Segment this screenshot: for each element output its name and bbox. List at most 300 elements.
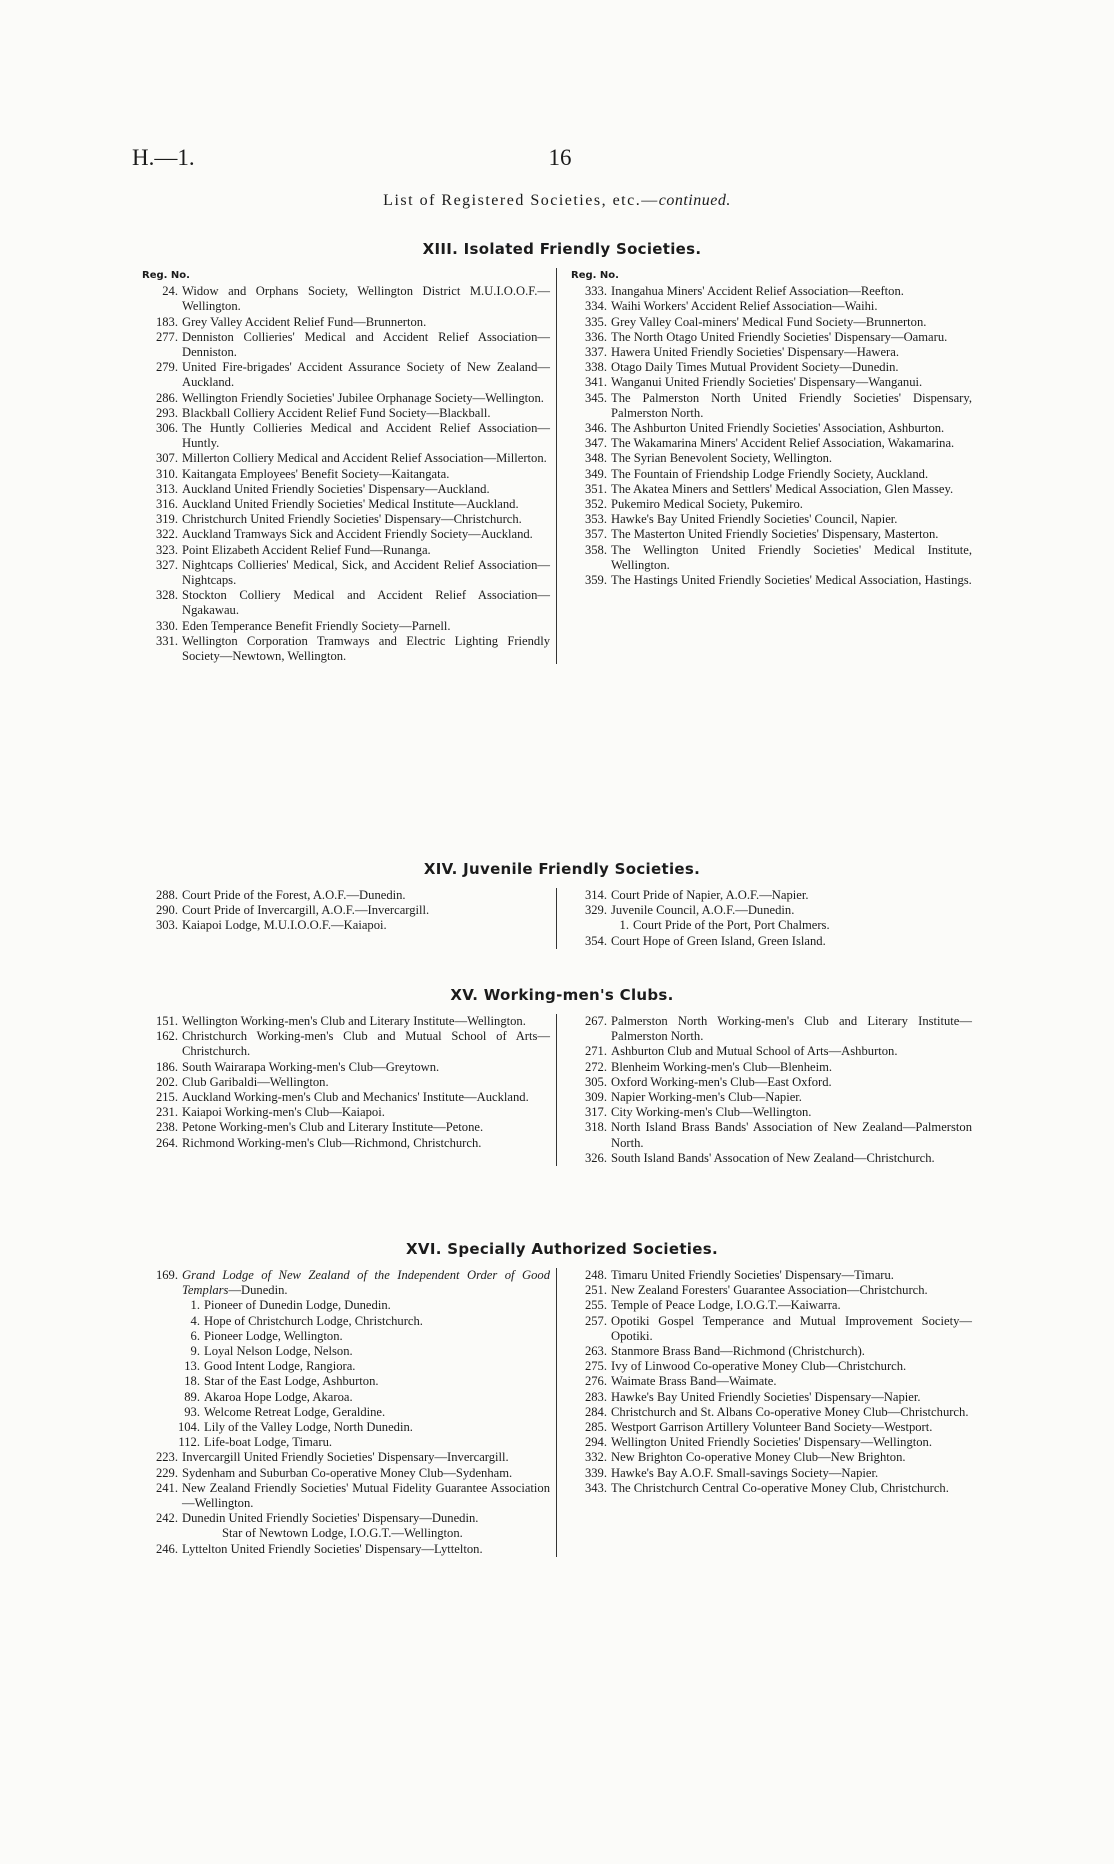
reg-number: 231.	[155, 1105, 178, 1120]
society-name: Hawera United Friendly Societies' Dispensary—Hawera.	[611, 345, 899, 360]
section-title: XIV. Juvenile Friendly Societies.	[423, 860, 701, 878]
entry-list	[571, 888, 972, 949]
society-name: Widow and Orphans Society, Wellington District M.U.I.O.O.F.—Wellington.	[182, 284, 550, 314]
society-entry	[142, 315, 550, 330]
society-name: Dunedin United Friendly Societies' Dispensary—Dunedin.	[182, 1511, 479, 1526]
title-continued: continued.	[658, 192, 731, 209]
society-name: City Working-men's Club—Wellington.	[611, 1105, 812, 1120]
reg-number: 290.	[155, 903, 178, 918]
reg-number: 331.	[155, 633, 178, 648]
reg-number: 215.	[155, 1090, 178, 1105]
reg-number: 330.	[155, 618, 178, 633]
reg-number: 251.	[584, 1283, 607, 1298]
reg-number: 351.	[584, 481, 607, 496]
sub-entry	[142, 1298, 550, 1313]
society-name: Court Pride of Invercargill, A.O.F.—Invercargill.	[182, 903, 430, 918]
reg-number: 6.	[190, 1328, 200, 1343]
society-name: Invercargill United Friendly Societies' Dispensary—Invercargill.	[182, 1450, 509, 1465]
reg-number: 343.	[584, 1480, 607, 1495]
entry-list	[571, 1268, 972, 1496]
reg-number: 112.	[178, 1435, 200, 1450]
society-name: Sydenham and Suburban Co-operative Money Club—Sydenham.	[182, 1465, 513, 1480]
sub-entry	[142, 1344, 550, 1359]
reg-number: 348.	[584, 451, 607, 466]
reg-number: 334.	[584, 299, 607, 314]
society-entry	[571, 284, 972, 299]
society-entry	[571, 888, 972, 903]
society-name: Hope of Christchurch Lodge, Christchurch.	[204, 1313, 423, 1328]
society-entry	[571, 1090, 972, 1105]
reg-number: 357.	[584, 527, 607, 542]
society-name: Court Hope of Green Island, Green Island.	[611, 933, 826, 948]
reg-number: 336.	[584, 329, 607, 344]
left-column	[142, 268, 557, 664]
society-name: Ivy of Linwood Co-operative Money Club—Christchurch.	[611, 1359, 907, 1374]
society-entry	[571, 421, 972, 436]
society-entry	[571, 497, 972, 512]
society-entry	[142, 619, 550, 634]
reg-number: 285.	[584, 1420, 607, 1435]
society-name: North Island Brass Bands' Association of New Zealand—Palmerston North.	[611, 1120, 972, 1150]
society-entry	[142, 1136, 550, 1151]
society-name: Otago Daily Times Mutual Provident Society—Dunedin.	[611, 360, 899, 375]
reg-number: 248.	[584, 1268, 607, 1282]
society-entry	[571, 1481, 972, 1496]
reg-number: 1.	[190, 1298, 200, 1313]
society-location: —Dunedin.	[228, 1283, 288, 1298]
reg-number: 277.	[155, 329, 178, 344]
reg-number: 333.	[584, 284, 607, 299]
page-title	[0, 192, 1114, 210]
society-entry	[571, 1420, 972, 1435]
reg-number: 326.	[584, 1150, 607, 1165]
society-entry	[571, 1060, 972, 1075]
society-name: Kaiapoi Lodge, M.U.I.O.O.F.—Kaiapoi.	[182, 918, 387, 933]
society-entry	[571, 436, 972, 451]
right-column	[557, 888, 972, 949]
reg-number: 316.	[155, 497, 178, 512]
society-entry	[571, 345, 972, 360]
society-name: Stockton Colliery Medical and Accident Relief Association—Ngakawau.	[182, 588, 550, 618]
society-entry	[142, 888, 550, 903]
society-entry	[571, 1268, 972, 1283]
society-name: The Ashburton United Friendly Societies' Association, Ashburton.	[611, 421, 945, 436]
society-entry	[142, 330, 550, 360]
society-name: Hawke's Bay United Friendly Societies' Dispensary—Napier.	[611, 1389, 921, 1404]
society-name: Auckland Tramways Sick and Accident Friendly Society—Auckland.	[182, 527, 533, 542]
society-name: The Syrian Benevolent Society, Wellington.	[611, 451, 833, 466]
society-name: New Zealand Friendly Societies' Mutual Fidelity Guarantee Association—Wellington.	[182, 1480, 550, 1511]
society-entry	[142, 588, 550, 618]
society-entry	[142, 543, 550, 558]
society-name: Temple of Peace Lodge, I.O.G.T.—Kaiwarra.	[611, 1298, 841, 1313]
sub-entry	[142, 1390, 550, 1405]
society-entry	[571, 1151, 972, 1166]
society-entry	[571, 1120, 972, 1150]
reg-number: 93.	[184, 1404, 200, 1419]
society-entry	[142, 284, 550, 314]
section-juvenile-friendly-societies	[142, 860, 982, 949]
society-entry	[571, 1466, 972, 1481]
reg-number: 255.	[584, 1298, 607, 1313]
society-name: Auckland United Friendly Societies' Dispensary—Auckland.	[182, 481, 490, 496]
reg-number: 345.	[584, 390, 607, 405]
left-column	[142, 1014, 557, 1166]
society-name: New Zealand Foresters' Guarantee Association—Christchurch.	[611, 1283, 928, 1298]
society-entry	[142, 634, 550, 664]
society-entry	[571, 391, 972, 421]
reg-number: 275.	[584, 1359, 607, 1374]
society-name: Christchurch and St. Albans Co-operative Money Club—Christchurch.	[611, 1404, 969, 1419]
society-entry	[571, 1435, 972, 1450]
society-name: United Fire-brigades' Accident Assurance Society of New Zealand—Auckland.	[182, 360, 550, 390]
society-name: Lyttelton United Friendly Societies' Dispensary—Lyttelton.	[182, 1541, 483, 1556]
left-column	[142, 888, 557, 949]
society-name: Grey Valley Coal-miners' Medical Fund Society—Brunnerton.	[611, 314, 927, 329]
society-name: Petone Working-men's Club and Literary Institute—Petone.	[182, 1120, 484, 1135]
entry-list	[142, 888, 550, 934]
reg-number: 314.	[584, 888, 607, 902]
reg-number: 346.	[584, 421, 607, 436]
society-name: Christchurch United Friendly Societies' Dispensary—Christchurch.	[182, 512, 522, 527]
section-working-mens-clubs	[142, 986, 982, 1166]
sub-entry	[142, 1374, 550, 1389]
society-name: Kaiapoi Working-men's Club—Kaiapoi.	[182, 1105, 385, 1120]
reg-number: 303.	[155, 918, 178, 933]
society-name: Palmerston North Working-men's Club and Literary Institute—Palmerston North.	[611, 1014, 972, 1044]
reg-number: 162.	[155, 1029, 178, 1044]
society-name: Nightcaps Collieries' Medical, Sick, and Accident Relief Association—Nightcaps.	[182, 557, 550, 588]
society-entry	[571, 527, 972, 542]
society-name: Lily of the Valley Lodge, North Dunedin.	[204, 1420, 413, 1435]
society-name: Oxford Working-men's Club—East Oxford.	[611, 1074, 832, 1089]
society-entry	[142, 451, 550, 466]
society-name: The Wellington United Friendly Societies' Medical Institute, Wellington.	[611, 542, 972, 572]
reg-number: 313.	[155, 481, 178, 496]
title-main: List of Registered Societies, etc.—	[383, 192, 659, 209]
reg-no-heading: Reg. No.	[142, 270, 190, 281]
society-entry	[571, 360, 972, 375]
society-entry	[571, 1075, 972, 1090]
society-name: Stanmore Brass Band—Richmond (Christchurch).	[611, 1344, 865, 1359]
sub-entry	[142, 1420, 550, 1435]
entry-list	[142, 284, 550, 664]
society-entry	[142, 512, 550, 527]
society-name: Life-boat Lodge, Timaru.	[204, 1435, 333, 1450]
right-column	[557, 1014, 972, 1166]
society-name: The Hastings United Friendly Societies' Medical Association, Hastings.	[611, 573, 972, 588]
society-entry	[142, 1542, 550, 1557]
reg-number: 349.	[584, 466, 607, 481]
reg-number: 279.	[155, 360, 178, 375]
left-column	[142, 1268, 557, 1557]
reg-number: 283.	[584, 1389, 607, 1404]
society-name: Welcome Retreat Lodge, Geraldine.	[204, 1404, 386, 1419]
society-entry	[571, 1314, 972, 1344]
society-entry	[142, 527, 550, 542]
reg-number: 13.	[184, 1359, 200, 1374]
reg-number: 229.	[155, 1465, 178, 1480]
reg-number: 358.	[584, 542, 607, 557]
reg-number: 223.	[155, 1450, 178, 1465]
reg-number: 354.	[584, 933, 607, 948]
society-entry	[571, 512, 972, 527]
society-entry	[571, 903, 972, 918]
society-name: Richmond Working-men's Club—Richmond, Christchurch.	[182, 1135, 482, 1150]
reg-number: 288.	[155, 888, 178, 902]
sub-entry	[571, 918, 972, 933]
reg-number: 9.	[190, 1344, 200, 1359]
reg-number: 328.	[155, 588, 178, 603]
society-name: Wanganui United Friendly Societies' Dispensary—Wanganui.	[611, 375, 923, 390]
society-name: Pioneer Lodge, Wellington.	[204, 1328, 343, 1343]
society-name: Ashburton Club and Mutual School of Arts—Ashburton.	[611, 1044, 898, 1059]
sub-entry	[142, 1405, 550, 1420]
society-name: Inangahua Miners' Accident Relief Association—Reefton.	[611, 284, 904, 299]
reg-number: 238.	[155, 1120, 178, 1135]
reg-number: 353.	[584, 512, 607, 527]
society-name: The Akatea Miners and Settlers' Medical Association, Glen Massey.	[611, 481, 954, 496]
society-name: Wellington Corporation Tramways and Electric Lighting Friendly Society—Newtown, Wellington.	[182, 633, 550, 664]
society-name: Court Pride of Napier, A.O.F.—Napier.	[611, 888, 809, 902]
society-name: Loyal Nelson Lodge, Nelson.	[204, 1344, 353, 1359]
reg-number: 183.	[155, 314, 178, 329]
society-name: Club Garibaldi—Wellington.	[182, 1074, 329, 1089]
society-name: Waihi Workers' Accident Relief Association—Waihi.	[611, 299, 878, 314]
society-name: The Masterton United Friendly Societies' Dispensary, Masterton.	[611, 527, 939, 542]
society-name: Eden Temperance Benefit Friendly Society—Parnell.	[182, 618, 451, 633]
society-name: Pukemiro Medical Society, Pukemiro.	[611, 497, 803, 512]
reg-number: 294.	[584, 1435, 607, 1450]
entry-list	[142, 1014, 550, 1151]
society-name: Star of the East Lodge, Ashburton.	[204, 1374, 379, 1389]
reg-number: 18.	[184, 1374, 200, 1389]
society-entry	[142, 360, 550, 390]
reg-number	[142, 1526, 182, 1541]
society-name: Millerton Colliery Medical and Accident Relief Association—Millerton.	[182, 451, 547, 466]
reg-number: 329.	[584, 903, 607, 918]
entry-list	[142, 1268, 550, 1557]
society-name: Court Pride of the Forest, A.O.F.—Dunedin.	[182, 888, 406, 902]
society-entry	[142, 1268, 550, 1298]
reg-number: 24.	[162, 284, 178, 299]
society-name: Napier Working-men's Club—Napier.	[611, 1090, 802, 1105]
society-name: Auckland United Friendly Societies' Medical Institute—Auckland.	[182, 497, 519, 512]
society-name: Westport Garrison Artillery Volunteer Band Society—Westport.	[611, 1420, 933, 1435]
society-name: Blackball Colliery Accident Relief Fund Society—Blackball.	[182, 405, 491, 420]
reg-number: 89.	[184, 1389, 200, 1404]
society-name: Hawke's Bay United Friendly Societies' Council, Napier.	[611, 512, 898, 527]
reg-number: 241.	[155, 1480, 178, 1495]
society-name: Star of Newtown Lodge, I.O.G.T.—Wellington.	[222, 1526, 463, 1541]
society-entry	[142, 918, 550, 933]
reg-number: 319.	[155, 512, 178, 527]
society-name: Christchurch Working-men's Club and Mutual School of Arts—Christchurch.	[182, 1029, 550, 1059]
right-column	[557, 268, 972, 664]
society-entry	[571, 934, 972, 949]
reg-no-heading: Reg. No.	[571, 270, 619, 281]
reg-number: 332.	[584, 1450, 607, 1465]
society-entry	[571, 1359, 972, 1374]
society-name: Kaitangata Employees' Benefit Society—Kaitangata.	[182, 466, 450, 481]
reg-number: 263.	[584, 1344, 607, 1359]
society-name: Waimate Brass Band—Waimate.	[611, 1374, 777, 1389]
society-entry	[571, 1450, 972, 1465]
society-entry	[571, 1105, 972, 1120]
reg-number: 359.	[584, 573, 607, 588]
society-name: Juvenile Council, A.O.F.—Dunedin.	[611, 903, 795, 918]
reg-number: 327.	[155, 557, 178, 572]
society-name: Court Pride of the Port, Port Chalmers.	[633, 918, 830, 933]
society-entry	[142, 558, 550, 588]
society-entry	[571, 1374, 972, 1389]
society-entry	[142, 1075, 550, 1090]
society-name: Wellington Friendly Societies' Jubilee Orphanage Society—Wellington.	[182, 390, 544, 405]
society-name: The Wakamarina Miners' Accident Relief Association, Wakamarina.	[611, 436, 955, 451]
entry-list	[571, 284, 972, 588]
society-entry	[571, 482, 972, 497]
society-name: Blenheim Working-men's Club—Blenheim.	[611, 1059, 833, 1074]
society-name: Wellington Working-men's Club and Literary Institute—Wellington.	[182, 1014, 526, 1028]
society-name: Good Intent Lodge, Rangiora.	[204, 1359, 356, 1374]
society-entry	[142, 406, 550, 421]
society-name: Hawke's Bay A.O.F. Small-savings Society—Napier.	[611, 1465, 879, 1480]
reg-number: 318.	[584, 1120, 607, 1135]
society-entry	[571, 1014, 972, 1044]
section-isolated-friendly-societies	[142, 240, 982, 664]
reg-number: 352.	[584, 497, 607, 512]
society-entry	[142, 391, 550, 406]
society-entry	[142, 1450, 550, 1465]
reg-number: 271.	[584, 1044, 607, 1059]
society-entry	[142, 1120, 550, 1135]
society-entry	[571, 543, 972, 573]
entry-list	[571, 1014, 972, 1166]
society-entry	[571, 330, 972, 345]
sub-entry	[142, 1435, 550, 1450]
reg-number: 264.	[155, 1135, 178, 1150]
society-name: The North Otago United Friendly Societies' Dispensary—Oamaru.	[611, 329, 948, 344]
page-number: 16	[548, 145, 572, 170]
reg-number: 1.	[619, 918, 629, 933]
reg-number: 286.	[155, 390, 178, 405]
reg-number: 339.	[584, 1465, 607, 1480]
society-entry	[571, 299, 972, 314]
society-entry	[142, 1481, 550, 1511]
reg-number: 276.	[584, 1374, 607, 1389]
sub-entry	[142, 1314, 550, 1329]
document-reference: H.—1.	[132, 145, 195, 170]
right-column	[557, 1268, 972, 1557]
society-entry	[571, 573, 972, 588]
society-name: The Huntly Collieries Medical and Accident Relief Association—Huntly.	[182, 421, 550, 451]
society-name: Opotiki Gospel Temperance and Mutual Improvement Society—Opotiki.	[611, 1313, 972, 1343]
reg-number: 242.	[155, 1511, 178, 1526]
society-name: The Christchurch Central Co-operative Money Club, Christchurch.	[611, 1480, 949, 1495]
sub-entry	[142, 1359, 550, 1374]
society-entry	[142, 482, 550, 497]
society-entry	[142, 1526, 550, 1541]
reg-number: 169.	[155, 1268, 178, 1282]
reg-number: 267.	[584, 1014, 607, 1028]
reg-number: 310.	[155, 466, 178, 481]
society-entry	[142, 1060, 550, 1075]
society-name: Akaroa Hope Lodge, Akaroa.	[204, 1389, 353, 1404]
reg-number: 257.	[584, 1313, 607, 1328]
reg-number: 202.	[155, 1074, 178, 1089]
society-entry	[142, 1466, 550, 1481]
reg-number: 306.	[155, 421, 178, 436]
society-entry	[142, 903, 550, 918]
society-name: The Fountain of Friendship Lodge Friendly Society, Auckland.	[611, 466, 929, 481]
society-entry	[571, 1044, 972, 1059]
sub-entry	[142, 1329, 550, 1344]
society-entry	[571, 451, 972, 466]
reg-number: 341.	[584, 375, 607, 390]
section-specially-authorized-societies	[142, 1240, 982, 1557]
society-name: New Brighton Co-operative Money Club—New Brighton.	[611, 1450, 906, 1465]
reg-number: 337.	[584, 345, 607, 360]
society-name: Wellington United Friendly Societies' Dispensary—Wellington.	[611, 1435, 932, 1450]
reg-number: 284.	[584, 1404, 607, 1419]
society-entry	[571, 1298, 972, 1313]
reg-number: 293.	[155, 405, 178, 420]
reg-number: 151.	[155, 1014, 178, 1028]
reg-number: 309.	[584, 1090, 607, 1105]
society-entry	[142, 467, 550, 482]
society-name: South Island Bands' Assocation of New Zealand—Christchurch.	[611, 1150, 935, 1165]
reg-number: 4.	[190, 1313, 200, 1328]
society-entry	[142, 1105, 550, 1120]
section-title: XV. Working-men's Clubs.	[450, 986, 674, 1004]
reg-number: 246.	[155, 1541, 178, 1556]
society-entry	[142, 1029, 550, 1059]
society-name: Timaru United Friendly Societies' Dispensary—Timaru.	[611, 1268, 894, 1282]
section-title: XVI. Specially Authorized Societies.	[406, 1240, 718, 1258]
society-name: Auckland Working-men's Club and Mechanics' Institute—Auckland.	[182, 1090, 529, 1105]
society-name	[182, 1268, 550, 1298]
society-entry	[142, 1090, 550, 1105]
society-name: South Wairarapa Working-men's Club—Greytown.	[182, 1059, 440, 1074]
reg-number: 335.	[584, 314, 607, 329]
reg-number: 104.	[177, 1420, 200, 1435]
reg-number: 317.	[584, 1105, 607, 1120]
society-entry	[142, 421, 550, 451]
society-name-italic: Grand Lodge of New Zealand of the Independent Order of Good Templars	[182, 1268, 550, 1298]
society-entry	[571, 375, 972, 390]
society-name: Pioneer of Dunedin Lodge, Dunedin.	[204, 1298, 391, 1313]
society-entry	[571, 1283, 972, 1298]
society-entry	[571, 1344, 972, 1359]
society-entry	[142, 1014, 550, 1029]
reg-number: 272.	[584, 1059, 607, 1074]
reg-number: 186.	[155, 1059, 178, 1074]
society-entry	[142, 497, 550, 512]
section-title: XIII. Isolated Friendly Societies.	[422, 240, 702, 258]
society-entry	[571, 1405, 972, 1420]
reg-number: 322.	[155, 527, 178, 542]
society-name: The Palmerston North United Friendly Societies' Dispensary, Palmerston North.	[611, 390, 972, 420]
reg-number: 347.	[584, 436, 607, 451]
reg-number: 305.	[584, 1074, 607, 1089]
reg-number: 307.	[155, 451, 178, 466]
society-entry	[571, 315, 972, 330]
society-name: Denniston Collieries' Medical and Accident Relief Association—Denniston.	[182, 329, 550, 360]
reg-number: 323.	[155, 542, 178, 557]
society-entry	[571, 1390, 972, 1405]
society-name: Grey Valley Accident Relief Fund—Brunnerton.	[182, 314, 427, 329]
society-entry	[571, 467, 972, 482]
